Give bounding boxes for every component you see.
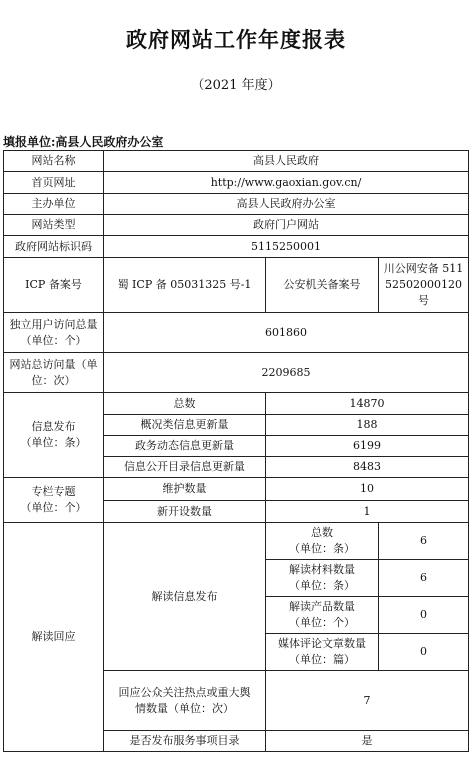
row-site-id: [4, 236, 469, 258]
special-maint-label: 维护数量: [104, 478, 266, 501]
special-new-value: 1: [266, 501, 469, 523]
interp-product-label: 解读产品数量: [289, 600, 355, 614]
site-id-value: 5115250001: [104, 236, 469, 258]
info-total-value: 14870: [266, 393, 469, 415]
service-label: 是否发布服务事项目录: [104, 731, 266, 752]
host-label: 主办单位: [4, 194, 104, 215]
interp-material-label: 解读材料数量: [289, 563, 355, 577]
icp-label: ICP 备案号: [4, 258, 104, 313]
info-catalog-label: 信息公开目录信息更新量: [104, 457, 266, 478]
row-icp: [4, 258, 469, 313]
row-info-total: [4, 393, 469, 415]
service-value: 是: [266, 731, 469, 752]
row-uv: [4, 313, 469, 353]
special-new-label: 新开设数量: [104, 501, 266, 523]
row-host: [4, 194, 469, 215]
home-url-value: http://www.gaoxian.gov.cn/: [104, 172, 469, 194]
info-total-label: 总数: [104, 393, 266, 415]
pv-value: 2209685: [104, 353, 469, 393]
report-year: （2021 年度）: [191, 78, 281, 93]
info-unit: （单位：条）: [20, 436, 87, 449]
site-type-label: 网站类型: [4, 215, 104, 236]
row-site-name: [4, 151, 469, 172]
interp-media-label: 媒体评论文章数量: [278, 637, 366, 651]
interp-material-unit: （单位：条）: [289, 579, 355, 592]
site-id-label: 政府网站标识码: [4, 236, 104, 258]
interp-response-value: 7: [266, 671, 469, 731]
interp-total-unit: （单位：条）: [289, 542, 355, 555]
info-label-cell: [4, 393, 104, 478]
interp-product-unit: （单位：个）: [289, 616, 355, 629]
site-name-value: 高县人民政府: [104, 151, 469, 172]
interp-material-value: 6: [379, 560, 469, 597]
interp-media-value: 0: [379, 634, 469, 671]
interp-media-label-cell: [266, 634, 379, 671]
special-label-cell: [4, 478, 104, 523]
interp-label: 解读回应: [4, 523, 104, 752]
interp-response-label: 回应公众关注热点或重大舆情数量（单位：次）: [104, 671, 266, 731]
site-type-value: 政府门户网站: [104, 215, 469, 236]
uv-value: 601860: [104, 313, 469, 353]
info-overview-label: 概况类信息更新量: [104, 415, 266, 436]
police-value: 川公网安备 51152502000120 号: [379, 258, 469, 313]
row-pv: [4, 353, 469, 393]
row-special-maint: [4, 478, 469, 501]
row-home-url: [4, 172, 469, 194]
interp-product-value: 0: [379, 597, 469, 634]
info-news-value: 6199: [266, 436, 469, 457]
police-label: 公安机关备案号: [266, 258, 379, 313]
special-maint-value: 10: [266, 478, 469, 501]
report-table: [3, 150, 469, 752]
interp-material-label-cell: [266, 560, 379, 597]
info-overview-value: 188: [266, 415, 469, 436]
info-label: 信息发布: [31, 420, 76, 434]
uv-label: 独立用户访问总量（单位：个）: [4, 313, 104, 353]
report-title: 政府网站工作年度报表: [126, 27, 346, 52]
icp-value: 蜀 ICP 备 05031325 号-1: [104, 258, 266, 313]
filler-unit: 填报单位:高县人民政府办公室: [3, 135, 164, 149]
interp-total-value: 6: [379, 523, 469, 560]
special-unit: （单位：个）: [20, 501, 87, 514]
interp-total-label: 总数: [311, 526, 333, 540]
row-site-type: [4, 215, 469, 236]
info-catalog-value: 8483: [266, 457, 469, 478]
pv-label: 网站总访问量（单位：次）: [4, 353, 104, 393]
interp-product-label-cell: [266, 597, 379, 634]
site-name-label: 网站名称: [4, 151, 104, 172]
interp-pub-label: 解读信息发布: [104, 523, 266, 671]
host-value: 高县人民政府办公室: [104, 194, 469, 215]
interp-total-label-cell: [266, 523, 379, 560]
special-label: 专栏专题: [31, 485, 76, 499]
info-news-label: 政务动态信息更新量: [104, 436, 266, 457]
interp-media-unit: （单位：篇）: [289, 653, 355, 666]
home-url-label: 首页网址: [4, 172, 104, 194]
row-interp-total: [4, 523, 469, 560]
